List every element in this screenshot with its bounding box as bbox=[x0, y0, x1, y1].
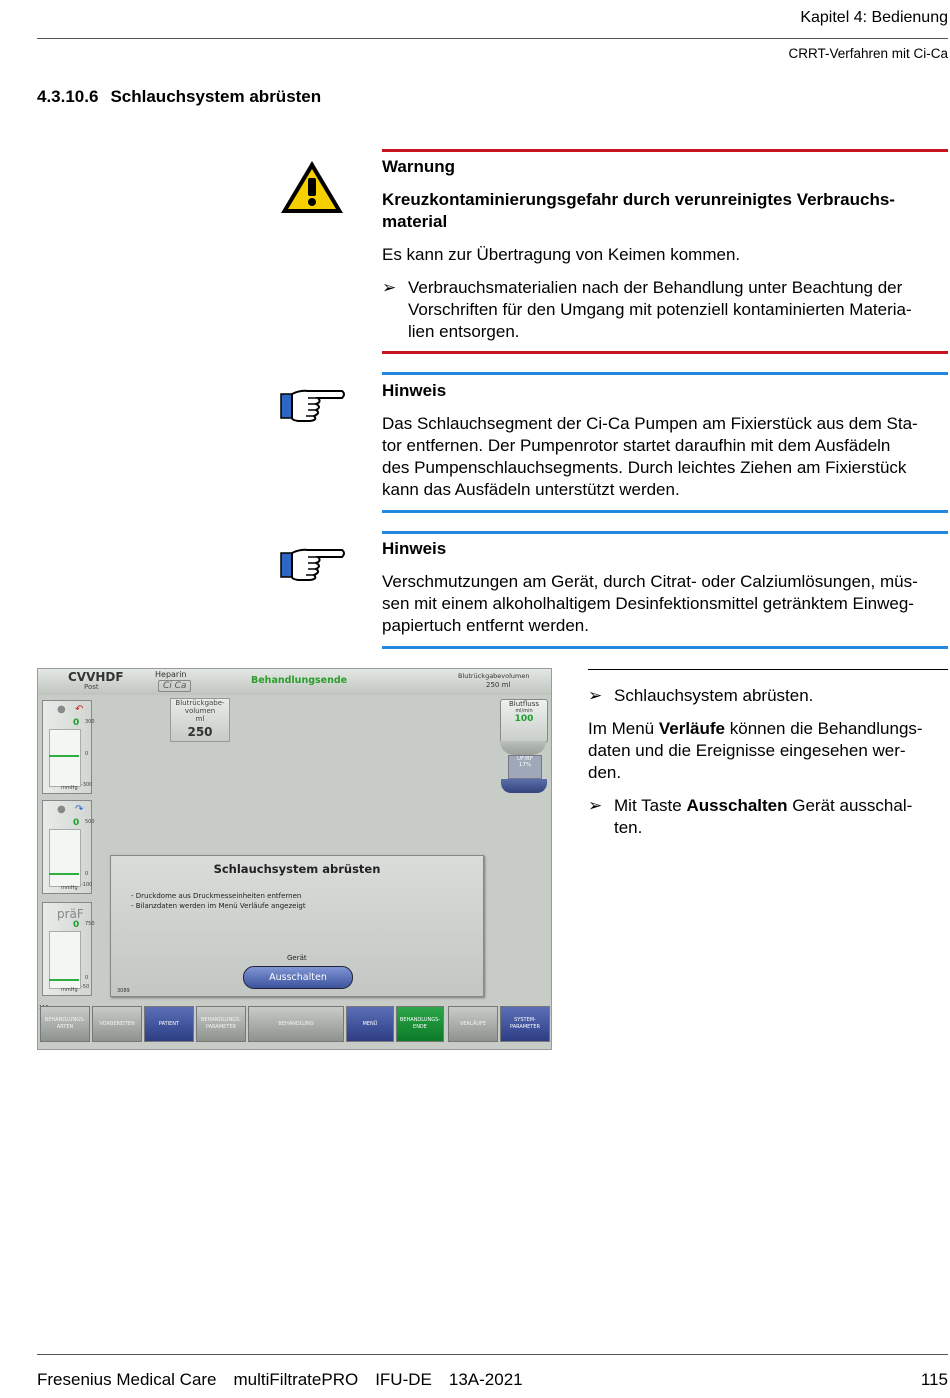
note2-top-bar bbox=[382, 531, 948, 534]
footer-rule bbox=[37, 1354, 948, 1355]
shutdown-key-label: Ausschalten bbox=[686, 796, 788, 815]
gauge-level bbox=[49, 979, 79, 981]
note1-top-bar bbox=[382, 372, 948, 375]
dialog-line: - Bilanzdaten werden im Menü Verläufe angezeigt bbox=[131, 902, 306, 910]
chapter-heading: Kapitel 4: Bedienung bbox=[800, 9, 948, 26]
warning-bottom-bar bbox=[382, 351, 948, 354]
note1-label: Hinweis bbox=[382, 381, 447, 400]
return-volume-box-label: volumen bbox=[184, 707, 216, 715]
nav-history[interactable]: VERLÄUFE bbox=[448, 1006, 498, 1042]
note1-bottom-bar bbox=[382, 510, 948, 513]
gauge-scale-top: 500 bbox=[85, 819, 95, 825]
section-number: 4.3.10.6 bbox=[37, 87, 99, 106]
gauge-level bbox=[49, 873, 79, 875]
gauge-scale-bottom: -50 bbox=[81, 984, 90, 990]
venous-icon: ↷ bbox=[75, 804, 84, 815]
footer-product: multiFiltratePRO bbox=[233, 1370, 359, 1389]
therapy-mode-sub: Post bbox=[84, 683, 99, 691]
gauge-scale-top: 300 bbox=[85, 719, 95, 725]
arrow-bullet-icon: ➢ bbox=[588, 796, 603, 815]
section-title bbox=[37, 87, 321, 107]
steps-rule bbox=[588, 669, 948, 670]
gauge-unit: mmHg bbox=[61, 785, 78, 791]
device-screenshot bbox=[37, 668, 552, 1050]
prae-filter-label: präF bbox=[57, 907, 84, 921]
pressure-gauge[interactable] bbox=[42, 700, 95, 794]
gauge-scale-mid: 0 bbox=[85, 871, 89, 877]
history-menu-label: Verläufe bbox=[658, 719, 726, 738]
return-volume-box-unit: ml bbox=[195, 715, 205, 723]
pointing-hand-icon bbox=[278, 382, 348, 435]
return-volume-box-label: Blutrückgabe- bbox=[175, 699, 225, 707]
note2-line: sen mit einem alkoholhaltigem Desinfektionsmittel getränktem Einweg- bbox=[382, 594, 914, 613]
uf-bf-label: UF/BF bbox=[517, 756, 533, 762]
dialog-title: Schlauchsystem abrüsten bbox=[213, 862, 381, 876]
nav-treatment-parameters[interactable]: BEHANDLUNGS-PARAMETER bbox=[196, 1006, 246, 1042]
heparin-label: Heparin bbox=[155, 670, 187, 679]
note1-text bbox=[382, 413, 948, 501]
nav-treatment-end[interactable]: BEHANDLUNGS-ENDE bbox=[396, 1006, 444, 1042]
dialog-line: - Druckdome aus Druckmesseinheiten entfernen bbox=[131, 892, 302, 900]
gauge-unit: mmHg bbox=[61, 987, 78, 993]
dialog-code: 3089 bbox=[117, 988, 130, 994]
warning-bullet-line: Vorschriften für den Umgang mit potenziell kontaminierten Materia- bbox=[408, 300, 912, 319]
blood-flow-label: Blutfluss bbox=[508, 700, 540, 708]
nav-system-parameters[interactable]: SYSTEM-PARAMETER bbox=[500, 1006, 550, 1042]
gauge-scale-bottom: -100 bbox=[81, 882, 93, 888]
warning-bullet bbox=[382, 277, 948, 343]
note2-text bbox=[382, 571, 948, 637]
blood-flow-unit: ml/min bbox=[515, 708, 533, 714]
dialog-panel bbox=[110, 855, 484, 997]
return-volume-label: Blutrückgabevolumen bbox=[458, 672, 530, 680]
step-item: ➢ Schlauchsystem abrüsten. bbox=[588, 686, 814, 705]
note1-line: kann das Ausfädeln unterstützt werden. bbox=[382, 480, 680, 499]
return-volume-box-value: 250 bbox=[187, 725, 213, 739]
page-number: 115 bbox=[920, 1370, 948, 1389]
chapter-subtitle: CRRT-Verfahren mit Ci-Ca bbox=[788, 46, 948, 61]
nav-patient[interactable]: PATIENT bbox=[144, 1006, 194, 1042]
warning-headline-line: Kreuzkontaminierungsgefahr durch verunreinigtes Verbrauchs- bbox=[382, 190, 895, 209]
gauge-value: 0 bbox=[73, 818, 80, 828]
note2-bottom-bar bbox=[382, 646, 948, 649]
gauge-scale-mid: 0 bbox=[85, 751, 89, 757]
gauge-unit: mmHg bbox=[61, 885, 78, 891]
footer-doc: IFU-DE bbox=[375, 1370, 432, 1389]
return-volume-box[interactable] bbox=[170, 698, 230, 742]
blood-flow-value: 100 bbox=[514, 714, 534, 724]
warning-triangle-icon bbox=[278, 158, 346, 221]
nav-menu[interactable]: MENÜ bbox=[346, 1006, 394, 1042]
warning-bullet-line: lien entsorgen. bbox=[408, 322, 520, 341]
person-icon: ● bbox=[57, 704, 66, 715]
return-volume-value: 250 ml bbox=[486, 681, 511, 689]
treatment-status: Behandlungsende bbox=[251, 675, 348, 686]
note1-line: des Pumpenschlauchsegments. Durch leichtes Ziehen am Fixierstück bbox=[382, 458, 907, 477]
therapy-mode: CVVHDF bbox=[68, 670, 124, 684]
blood-flow-box[interactable] bbox=[500, 699, 548, 743]
nav-treatment-types[interactable]: BEHANDLUNGS-ARTEN bbox=[40, 1006, 90, 1042]
person-icon: ● bbox=[57, 804, 66, 815]
arrow-bullet-icon: ➢ bbox=[382, 278, 397, 297]
arterial-icon: ↶ bbox=[75, 704, 84, 715]
note1-line: Das Schlauchsegment der Ci-Ca Pumpen am Fixierstück aus dem Sta- bbox=[382, 414, 918, 433]
warning-bullet-line: Verbrauchsmaterialien nach der Behandlung unter Beachtung der bbox=[408, 278, 903, 297]
nav-treatment[interactable]: BEHANDLUNG bbox=[248, 1006, 344, 1042]
cica-logo: Ci Ca bbox=[158, 680, 191, 692]
note2-label: Hinweis bbox=[382, 539, 447, 558]
gauge-value: 0 bbox=[73, 920, 80, 930]
step-paragraph: Im Menü Verläufe können die Behandlungs- daten und die Ereignisse eingesehen wer- den. bbox=[588, 719, 923, 782]
warning-headline bbox=[382, 189, 948, 233]
note1-line: tor entfernen. Der Pumpenrotor startet daraufhin mit dem Ausfädeln bbox=[382, 436, 891, 455]
footer-info bbox=[37, 1370, 540, 1390]
nav-prepare[interactable]: VORBEREITEN bbox=[92, 1006, 142, 1042]
gauge-scale-bottom: -300 bbox=[81, 782, 93, 788]
gauge-scale-top: 750 bbox=[85, 921, 95, 927]
note2-line: Verschmutzungen am Gerät, durch Citrat- oder Calziumlösungen, müs- bbox=[382, 572, 918, 591]
arrow-bullet-icon: ➢ bbox=[588, 686, 603, 705]
gauge-level bbox=[49, 755, 79, 757]
pressure-gauge[interactable] bbox=[42, 800, 95, 894]
pump-shape bbox=[500, 741, 546, 755]
gauge-value: 0 bbox=[73, 718, 80, 728]
footer-company: Fresenius Medical Care bbox=[37, 1370, 217, 1389]
pressure-gauge[interactable] bbox=[42, 902, 95, 996]
warning-top-bar bbox=[382, 149, 948, 152]
header-rule bbox=[37, 38, 948, 39]
warning-text: Es kann zur Übertragung von Keimen kommen. bbox=[382, 245, 741, 264]
pump-button[interactable] bbox=[501, 779, 547, 793]
uf-bf-value: 17% bbox=[518, 762, 532, 768]
footer-version: 13A-2021 bbox=[448, 1370, 523, 1389]
gauge-scale-mid: 0 bbox=[85, 975, 89, 981]
uf-bf-ratio bbox=[508, 755, 542, 779]
steps-block bbox=[588, 685, 948, 839]
warning-headline-line: material bbox=[382, 212, 448, 231]
device-label: Gerät bbox=[287, 954, 307, 962]
step-item: ➢ Mit Taste Ausschalten Gerät ausschal- ten. bbox=[588, 796, 913, 837]
note2-line: papiertuch entfernt werden. bbox=[382, 616, 589, 635]
shutdown-button[interactable]: Ausschalten bbox=[243, 966, 353, 989]
section-title-text: Schlauchsystem abrüsten bbox=[110, 87, 322, 106]
pointing-hand-icon bbox=[278, 541, 348, 594]
warning-label: Warnung bbox=[382, 157, 456, 176]
